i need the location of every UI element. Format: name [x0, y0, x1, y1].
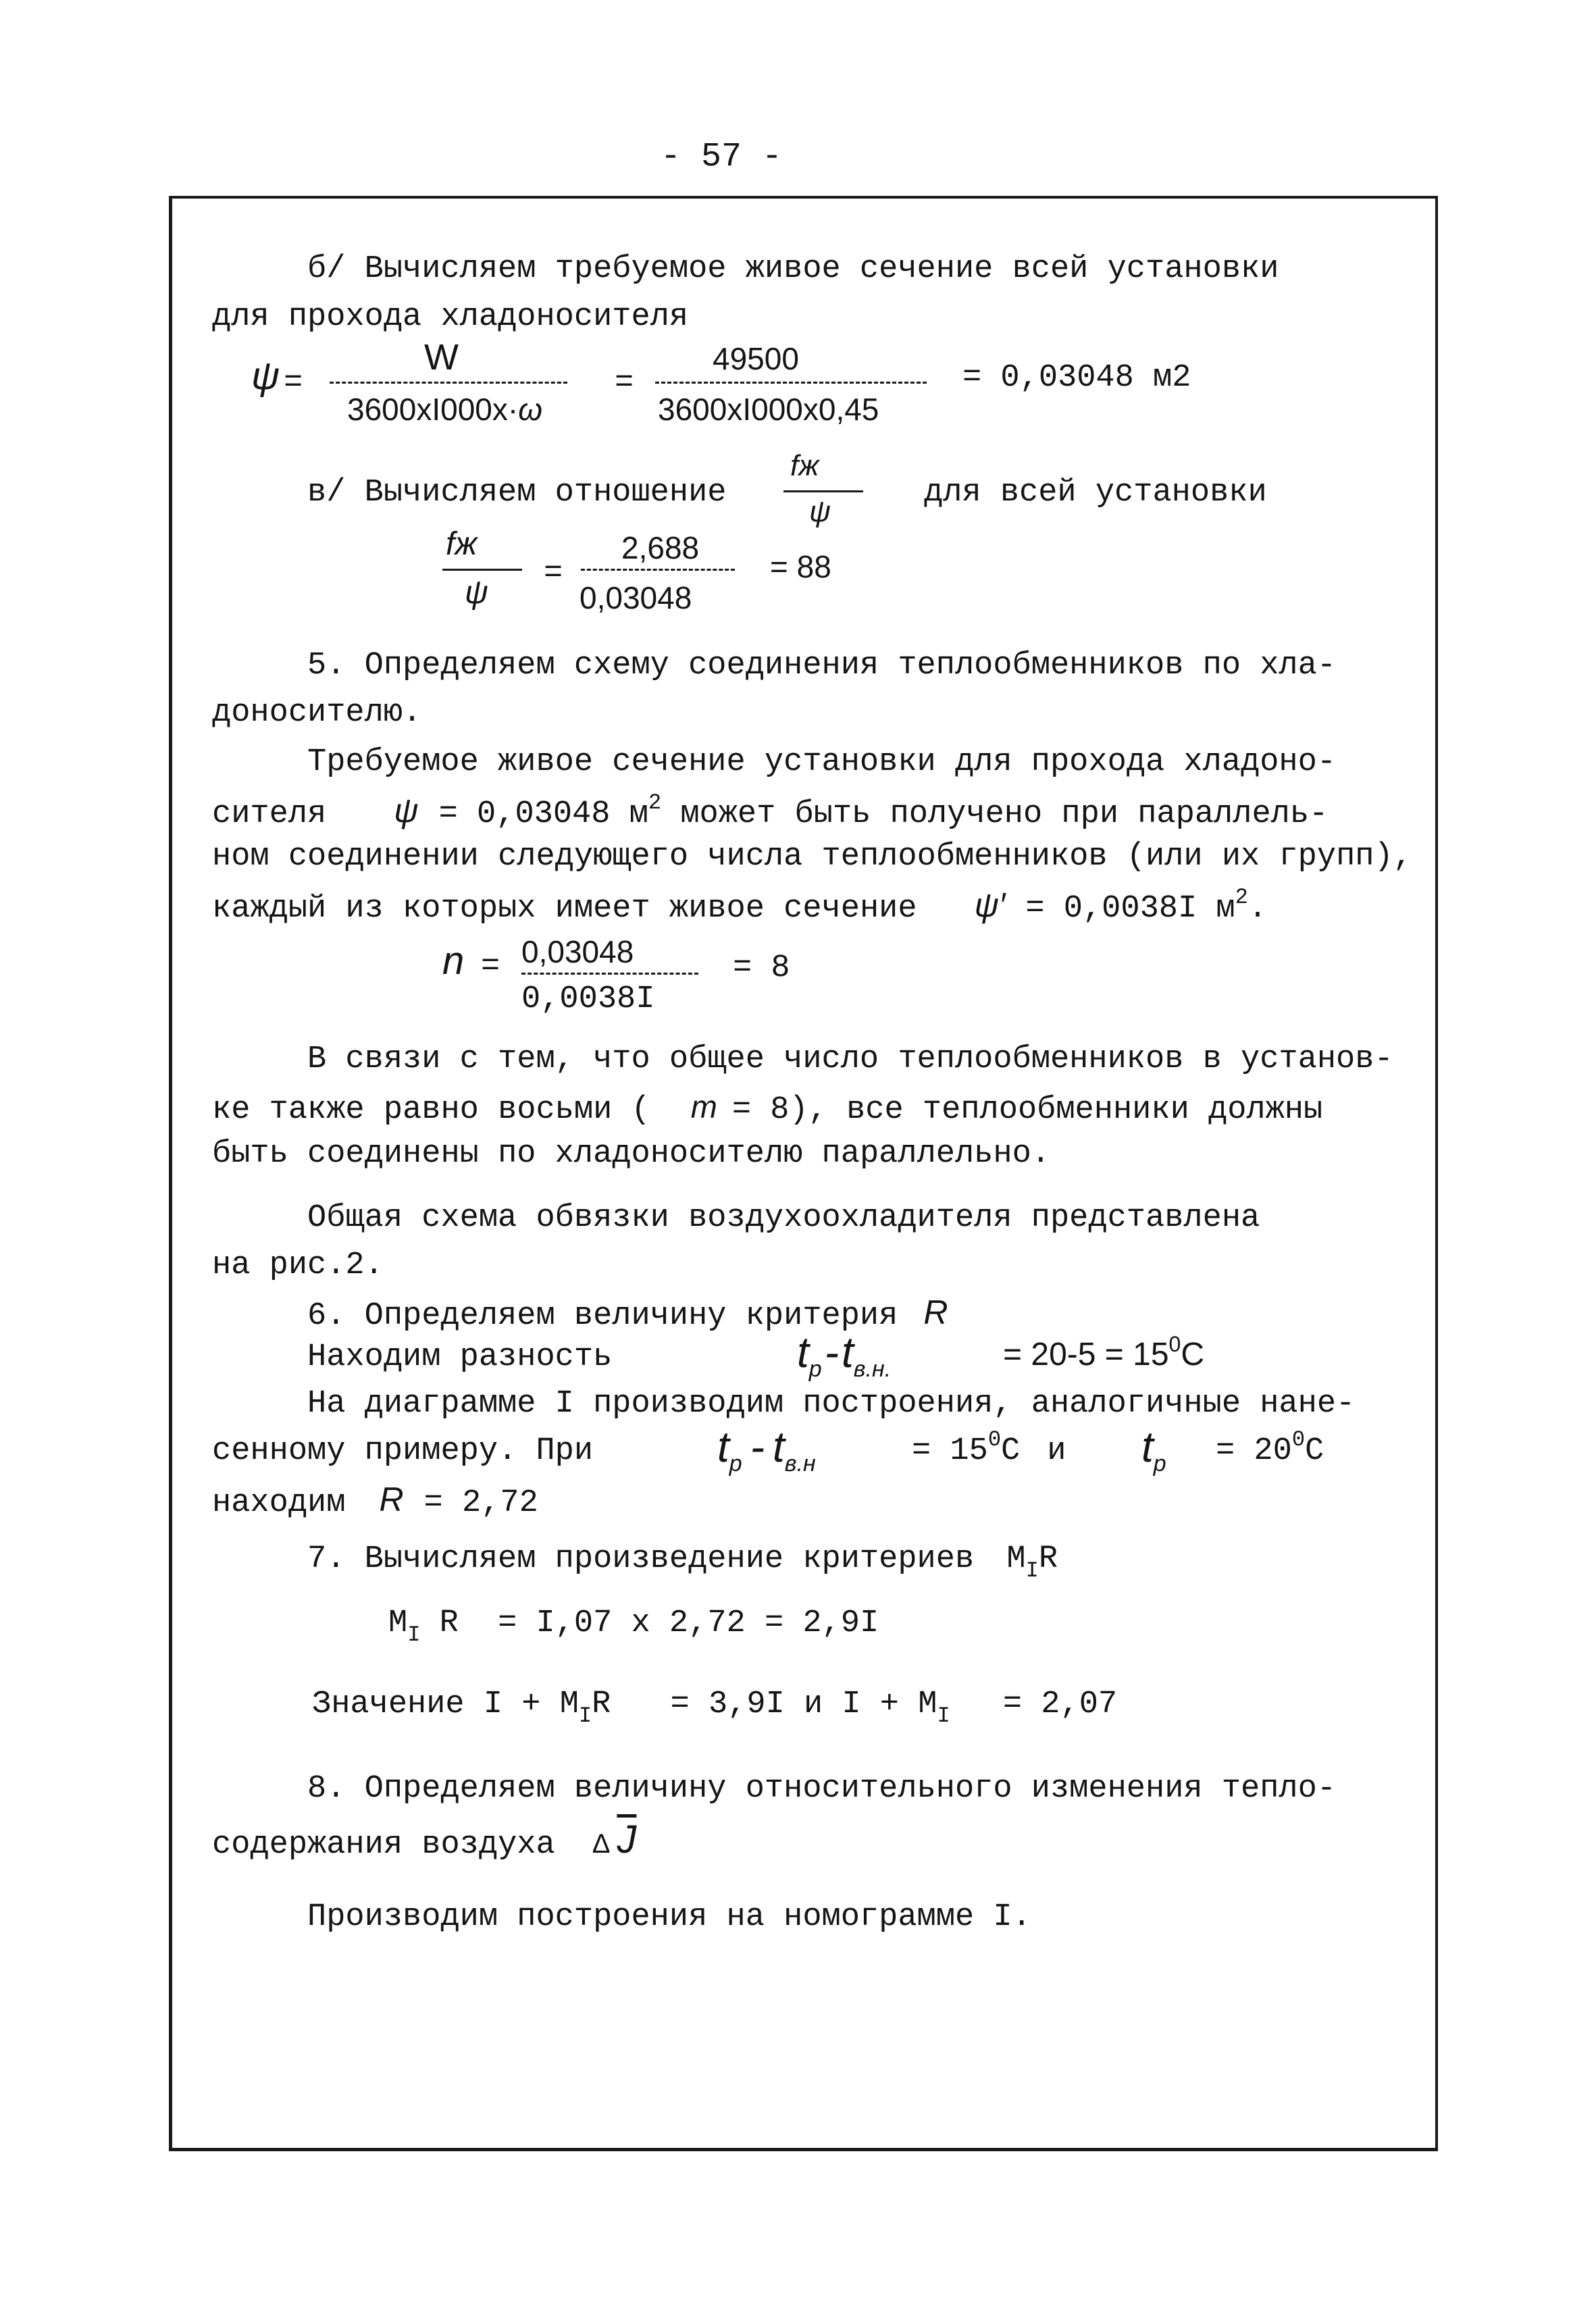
sec8-line2 — [212, 1820, 636, 1861]
superscript: 2 — [1235, 885, 1248, 910]
tp-minus-tvn — [717, 1422, 816, 1476]
degree: 0 — [987, 1427, 1002, 1452]
subscript-p: p — [729, 1451, 742, 1476]
sec5-p3-line3: быть соединены по хладоносителю параллельно. — [212, 1136, 1051, 1172]
fraction-numerator: fж — [446, 526, 478, 562]
sec5-p2-line3: ном соединении следующего числа теплообменников (или их групп), — [212, 839, 1412, 875]
R-symbol: R — [592, 1687, 611, 1722]
subscript-I: I — [937, 1703, 950, 1728]
sec7-line3 — [312, 1687, 1118, 1728]
minus: - — [824, 1328, 840, 1377]
fraction-line — [330, 382, 567, 384]
text: C — [1001, 1433, 1021, 1469]
fraction-numerator: 0,03048 — [521, 934, 634, 969]
fraction-numerator: fж — [790, 449, 819, 482]
fraction-denominator: ψ — [465, 575, 488, 611]
text: = 0,03048 м — [438, 796, 648, 832]
subscript-p: p — [1153, 1451, 1166, 1476]
fraction-denominator — [347, 394, 542, 425]
n-result: = 8 — [733, 950, 790, 986]
sec6-line2: Находим разность — [307, 1339, 613, 1375]
text: = 8), все теплообменники должны — [731, 1092, 1323, 1128]
t-symbol: t — [797, 1328, 809, 1377]
degree: 0 — [1291, 1427, 1306, 1452]
fraction-line — [442, 569, 522, 571]
fraction-denominator: 3600xI000x0,45 — [658, 392, 879, 427]
R-symbol: R — [379, 1481, 404, 1518]
eq-sign: = — [284, 365, 303, 401]
psi-symbol: ψ — [394, 792, 419, 829]
text: Значение I + — [312, 1687, 541, 1722]
sec-v-lead: в/ Вычисляем отношение — [307, 475, 727, 511]
subscript-vn: в.н. — [853, 1356, 892, 1382]
sec-v-tail: для всей установки — [924, 475, 1267, 511]
psi-prime-symbol: ψ′ — [974, 886, 1006, 924]
sec7-line1 — [307, 1541, 1058, 1583]
sec5-p3-line2 — [212, 1091, 1322, 1126]
page-number: - 57 - — [661, 138, 783, 176]
fraction-denominator: 0,0038I — [521, 981, 655, 1017]
t-symbol: t — [773, 1422, 785, 1471]
sec-b-line1: б/ Вычисляем требуемое живое сечение всей установки — [307, 251, 1279, 287]
fraction-numerator-49500: 49500 — [713, 341, 799, 376]
sec5-p2-line4 — [212, 885, 1268, 927]
subscript-I: I — [1025, 1558, 1039, 1583]
fraction-line — [783, 490, 863, 492]
sec6-line4-text: сенному примеру. При — [212, 1433, 594, 1469]
fraction-line — [581, 569, 735, 571]
text: 7. Вычисляем произведение критериев — [307, 1541, 975, 1577]
sec5-p4-line2: на рис.2. — [212, 1248, 384, 1283]
text: = 2,07 — [1002, 1687, 1118, 1722]
sec8-line1: 8. Определяем величину относительного изменения тепло- — [307, 1771, 1337, 1807]
text: может быть получено при параллель- — [680, 796, 1329, 832]
sec5-p2-line1: Требуемое живое сечение установки для прохода хладоно- — [307, 744, 1337, 780]
text: = 15 — [912, 1433, 988, 1469]
sec6-line5 — [212, 1483, 538, 1519]
text: = 2,72 — [423, 1485, 538, 1521]
text: ке также равно восьми ( — [212, 1092, 650, 1128]
tp-minus-tvn — [797, 1328, 892, 1382]
subscript-I: I — [407, 1622, 421, 1647]
R-symbol: R — [1038, 1541, 1058, 1577]
fraction-line — [655, 382, 927, 384]
M-symbol: M — [559, 1687, 579, 1722]
psi-symbol: ψ — [251, 354, 280, 398]
sec5-p4-line1: Общая схема обвязки воздухоохладителя представлена — [307, 1200, 1260, 1236]
minus: - — [750, 1422, 765, 1471]
R-symbol: R — [439, 1605, 459, 1641]
sec6-line3: На диаграмме I производим построения, аналогичные нане- — [307, 1386, 1356, 1422]
sec-b-result: = 0,03048 м2 — [962, 360, 1191, 396]
text: 6. Определяем величину критерия — [307, 1298, 898, 1334]
text: находим — [212, 1485, 346, 1521]
n-symbol: n — [442, 939, 465, 983]
t-symbol: t — [842, 1328, 854, 1377]
eq-sign: = — [481, 949, 500, 985]
text: C — [1181, 1337, 1204, 1372]
text: = 20 — [1216, 1433, 1292, 1469]
tp — [1141, 1422, 1166, 1476]
eq-sign: = — [615, 365, 634, 401]
sec6-line4-value — [912, 1427, 1066, 1469]
sec7-line2 — [388, 1605, 879, 1647]
m-symbol: m — [690, 1089, 717, 1125]
t-symbol: t — [717, 1422, 729, 1471]
fraction-denominator: 0,03048 — [580, 580, 692, 615]
sec6-line4-value2 — [1216, 1427, 1324, 1469]
sec5-line2: доносителю. — [212, 695, 422, 731]
M-symbol: M — [918, 1687, 937, 1722]
fraction-numerator: 2,688 — [621, 530, 700, 565]
sec5-p2-line2 — [212, 790, 1329, 832]
fraction-line — [521, 973, 698, 975]
J-symbol: $\overline{J}$ — [617, 1818, 637, 1861]
t-symbol: t — [1141, 1422, 1154, 1471]
sec5-line1: 5. Определяем схему соединения теплообменников по хла- — [307, 648, 1337, 684]
sec-b-line2: для прохода хладоносителя — [212, 299, 689, 335]
degree: 0 — [1168, 1332, 1181, 1356]
text: содержания воздуха — [212, 1827, 555, 1863]
subscript-I: I — [578, 1703, 592, 1728]
sec-v-result: = 88 — [770, 549, 831, 584]
den-text: 3600xI000x· — [347, 392, 519, 427]
R-symbol: R — [923, 1293, 948, 1331]
text: . — [1247, 891, 1268, 927]
diff-result — [1003, 1332, 1204, 1372]
text: C — [1305, 1433, 1324, 1469]
text: сителя — [212, 796, 327, 832]
sec5-p3-line1: В связи с тем, что общее число теплообменников в установ- — [307, 1042, 1393, 1077]
M-symbol: M — [1006, 1541, 1026, 1577]
text: = 0,0038I м — [1025, 891, 1235, 927]
superscript: 2 — [648, 790, 662, 815]
subscript-p: p — [808, 1356, 822, 1382]
text: = 20-5 = 15 — [1003, 1337, 1169, 1372]
eq-sign: = — [544, 556, 563, 592]
fraction-denominator: ψ — [809, 495, 831, 528]
text: и — [1047, 1433, 1066, 1469]
fraction-numerator-W: W — [424, 337, 459, 378]
subscript-vn: в.н — [784, 1451, 816, 1476]
text: = I,07 x 2,72 = 2,9I — [498, 1605, 879, 1641]
M-symbol: M — [388, 1605, 408, 1641]
sec8-line3: Производим построения на номограмме I. — [307, 1899, 1031, 1935]
text: = 3,9I и I + — [670, 1687, 900, 1722]
delta-symbol: Δ — [592, 1829, 611, 1859]
text: каждый из которых имеет живое сечение — [212, 891, 917, 927]
omega-symbol: ω — [518, 392, 543, 427]
sec6-line1 — [307, 1295, 948, 1332]
